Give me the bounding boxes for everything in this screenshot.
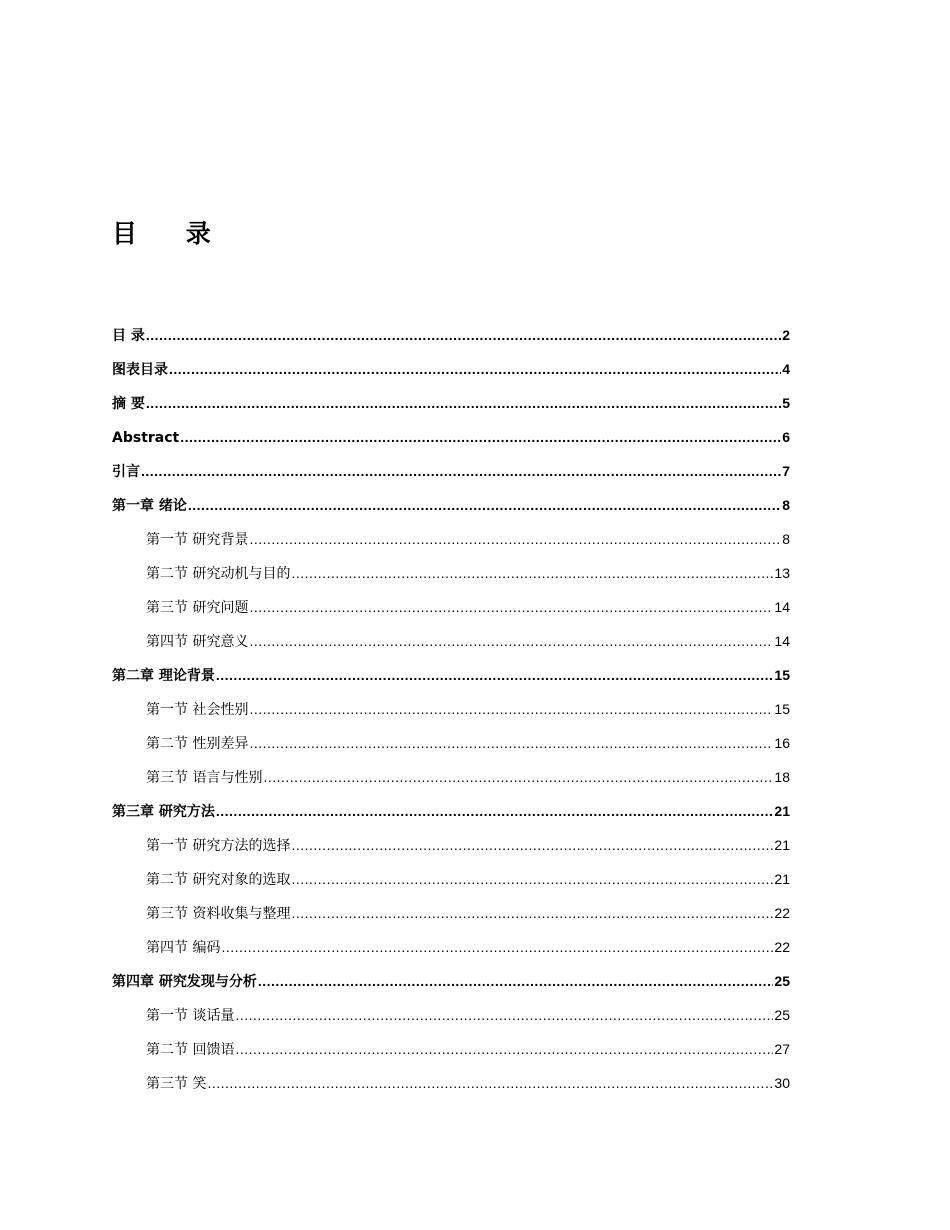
toc-entry[interactable]: [112, 525, 790, 559]
toc-dot-leader: [146, 389, 781, 417]
toc-page-number: 21: [774, 837, 790, 853]
toc-dot-leader: [169, 355, 781, 383]
toc-dot-leader: [235, 1001, 773, 1029]
toc-dot-leader: [258, 967, 774, 995]
toc-entry-label: 目 录: [112, 328, 145, 344]
toc-entry-label: 第一节 谈话量: [146, 1008, 235, 1024]
table-of-contents: [112, 321, 790, 1103]
toc-entry-label: 第三节 笑: [146, 1076, 207, 1092]
toc-dot-leader: [249, 593, 773, 621]
toc-page-number: 13: [774, 565, 790, 581]
toc-page-number: 8: [782, 497, 790, 513]
toc-page-number: 30: [774, 1075, 790, 1091]
toc-dot-leader: [207, 1069, 773, 1097]
toc-entry[interactable]: [112, 1001, 790, 1035]
toc-page-number: 14: [774, 599, 790, 615]
toc-dot-leader: [291, 559, 773, 587]
toc-entry[interactable]: [112, 559, 790, 593]
toc-page-number: 18: [774, 769, 790, 785]
toc-dot-leader: [249, 627, 773, 655]
page-title: 目 录: [112, 219, 231, 248]
toc-page-number: 25: [774, 973, 790, 989]
toc-entry[interactable]: [112, 865, 790, 899]
toc-entry-label: 第一节 研究方法的选择: [146, 838, 291, 854]
toc-page-number: 22: [774, 905, 790, 921]
toc-page-number: 21: [774, 871, 790, 887]
toc-entry[interactable]: [112, 1035, 790, 1069]
toc-dot-leader: [291, 865, 773, 893]
toc-entry[interactable]: [112, 933, 790, 967]
toc-entry[interactable]: [112, 1069, 790, 1103]
toc-page-number: 15: [774, 667, 790, 683]
toc-entry-label: 第二节 性别差异: [146, 736, 249, 752]
toc-entry-label: 第四节 研究意义: [146, 634, 249, 650]
toc-entry[interactable]: [112, 797, 790, 831]
toc-dot-leader: [249, 525, 781, 553]
toc-entry-label: 图表目录: [112, 362, 168, 378]
toc-entry[interactable]: [112, 729, 790, 763]
toc-entry[interactable]: [112, 967, 790, 1001]
toc-entry[interactable]: [112, 321, 790, 355]
toc-entry-label: 第三节 研究问题: [146, 600, 249, 616]
toc-entry-label: 第二节 回馈语: [146, 1042, 235, 1058]
toc-page-number: 4: [782, 361, 790, 377]
toc-entry-label: 第一章 绪论: [112, 498, 187, 514]
toc-page-number: 8: [782, 531, 790, 547]
toc-page-number: 15: [774, 701, 790, 717]
toc-entry-label: 引言: [112, 464, 140, 480]
toc-dot-leader: [249, 695, 773, 723]
toc-page-number: 5: [782, 395, 790, 411]
toc-dot-leader: [249, 729, 773, 757]
toc-dot-leader: [180, 423, 781, 451]
toc-entry[interactable]: [112, 695, 790, 729]
toc-entry[interactable]: [112, 423, 790, 457]
toc-entry-label: 第四节 编码: [146, 940, 221, 956]
toc-entry[interactable]: [112, 355, 790, 389]
toc-dot-leader: [141, 457, 781, 485]
toc-page-number: 7: [782, 463, 790, 479]
toc-page-number: 25: [774, 1007, 790, 1023]
toc-page-number: 2: [782, 327, 790, 343]
toc-entry-label: 第二章 理论背景: [112, 668, 215, 684]
toc-entry[interactable]: [112, 661, 790, 695]
toc-page-number: 27: [774, 1041, 790, 1057]
toc-entry-label: 摘 要: [112, 396, 145, 412]
toc-dot-leader: [216, 661, 774, 689]
toc-page-number: 21: [774, 803, 790, 819]
toc-entry[interactable]: [112, 763, 790, 797]
toc-dot-leader: [146, 321, 781, 349]
toc-entry-label: 第三节 语言与性别: [146, 770, 263, 786]
toc-page-number: 6: [782, 429, 790, 445]
toc-page-number: 16: [774, 735, 790, 751]
toc-entry[interactable]: [112, 457, 790, 491]
toc-dot-leader: [216, 797, 774, 825]
toc-entry[interactable]: [112, 831, 790, 865]
toc-entry-label: 第一节 社会性别: [146, 702, 249, 718]
toc-entry[interactable]: [112, 627, 790, 661]
toc-dot-leader: [291, 831, 773, 859]
toc-dot-leader: [235, 1035, 773, 1063]
toc-entry-label: 第一节 研究背景: [146, 532, 249, 548]
toc-entry-label: 第二节 研究动机与目的: [146, 566, 291, 582]
toc-entry-label: Abstract: [112, 430, 180, 446]
toc-entry[interactable]: [112, 899, 790, 933]
toc-page-number: 14: [774, 633, 790, 649]
toc-entry-label: 第三节 资料收集与整理: [146, 906, 291, 922]
toc-dot-leader: [221, 933, 773, 961]
toc-dot-leader: [291, 899, 773, 927]
toc-dot-leader: [188, 491, 781, 519]
toc-entry[interactable]: [112, 593, 790, 627]
toc-entry-label: 第四章 研究发现与分析: [112, 974, 257, 990]
toc-page-number: 22: [774, 939, 790, 955]
toc-entry-label: 第二节 研究对象的选取: [146, 872, 291, 888]
toc-entry[interactable]: [112, 491, 790, 525]
toc-entry[interactable]: [112, 389, 790, 423]
toc-dot-leader: [263, 763, 773, 791]
toc-entry-label: 第三章 研究方法: [112, 804, 215, 820]
